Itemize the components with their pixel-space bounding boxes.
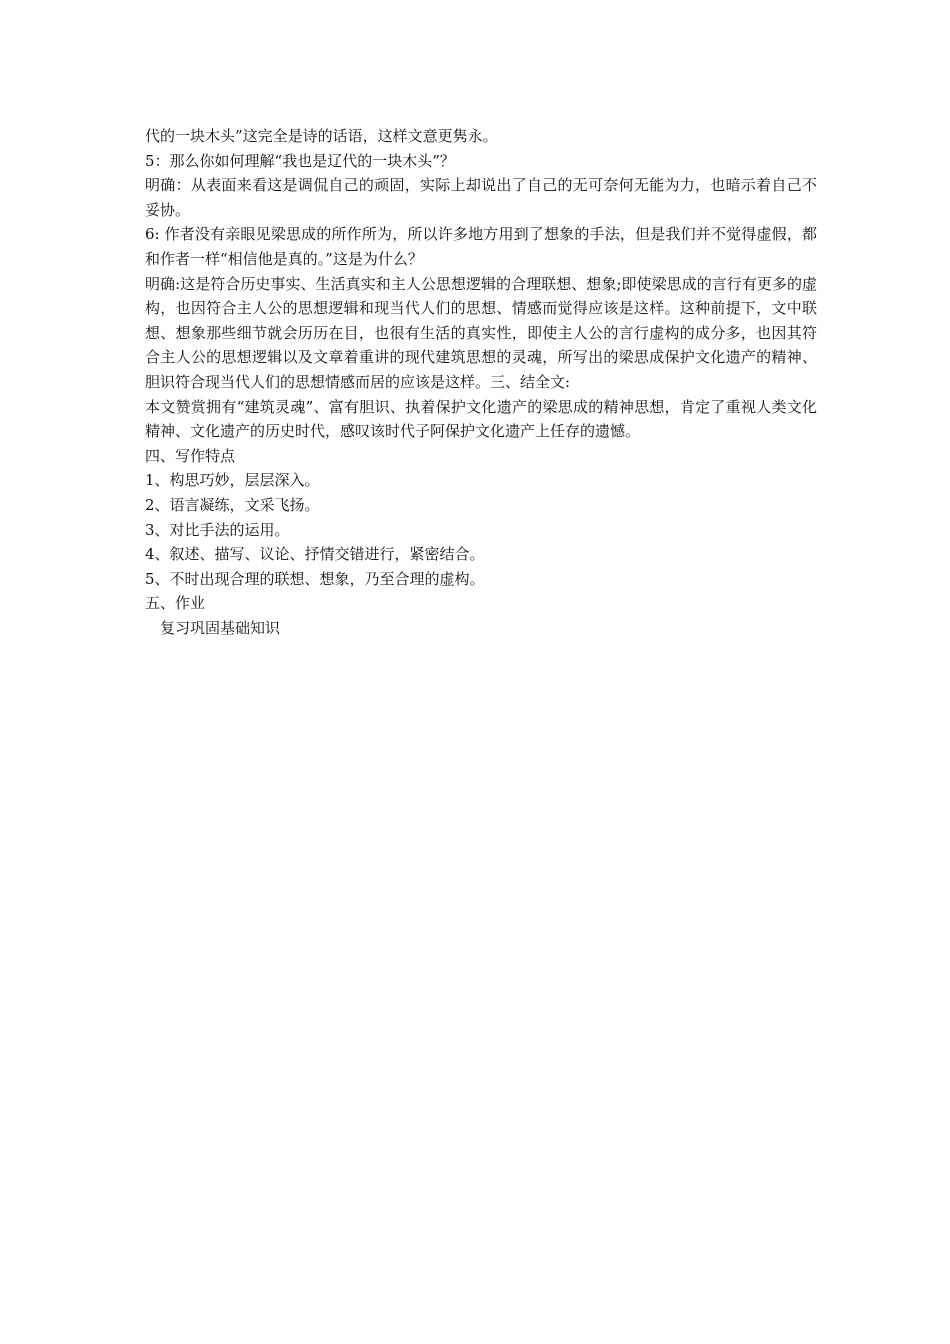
question-6: 6: 作者没有亲眼见梁思成的所作所为，所以许多地方用到了想象的手法，但是我们并不觉得虚假，都和作者一样“相信他是真的。”这是为什么？: [145, 225, 817, 268]
answer-5: 明确：从表面来看这是调侃自己的顽固，实际上却说出了自己的无可奈何无能为力，也暗示着自己不妥协。: [145, 176, 817, 219]
question-5: 5：那么你如何理解“我也是辽代的一块木头”？: [145, 151, 455, 170]
answer-6: 明确:这是符合历史事实、生活真实和主人公思想逻辑的合理联想、想象;即使梁思成的言行有更多的虚构，也因符合主人公的思想逻辑和现当代人们的思想、情感而觉得应该是这样。这种前提下，文中联想、想象那些细节就会历历在目，也很有生活的真实性，即使主人公的言行虚构的成分多，也因其符合主人公的思想逻辑以及文章着重讲的现代建筑思想的灵魂，所写出的梁思成保护文化遗产的精神、胆识符合现当代人们的思想情感而居的应该是这样。三、结全文:: [145, 274, 817, 391]
list-item: 4、叙述、描写、议论、抒情交错进行，紧密结合。: [145, 545, 485, 564]
list-item: 1、构思巧妙，层层深入。: [145, 471, 320, 490]
summary-paragraph: 本文赞赏拥有“建筑灵魂”、富有胆识、执着保护文化遗产的梁思成的精神思想，肯定了重视人类文化精神、文化遗产的历史时代，感叹该时代子阿保护文化遗产上任存的遗憾。: [145, 397, 817, 441]
list-item: 5、不时出现合理的联想、想象，乃至合理的虚构。: [145, 569, 485, 588]
paragraph-continuation: 代的一块木头”这完全是诗的话语，这样文意更隽永。: [145, 127, 498, 145]
section-heading-homework: 五、作业: [145, 594, 206, 613]
document-body: [145, 124, 817, 640]
section-heading-writing-features: 四、写作特点: [145, 446, 236, 465]
homework-item: 复习巩固基础知识: [160, 618, 281, 637]
list-item: 3、对比手法的运用。: [145, 520, 290, 539]
list-item: 2、语言凝练，文采飞扬。: [145, 495, 320, 514]
